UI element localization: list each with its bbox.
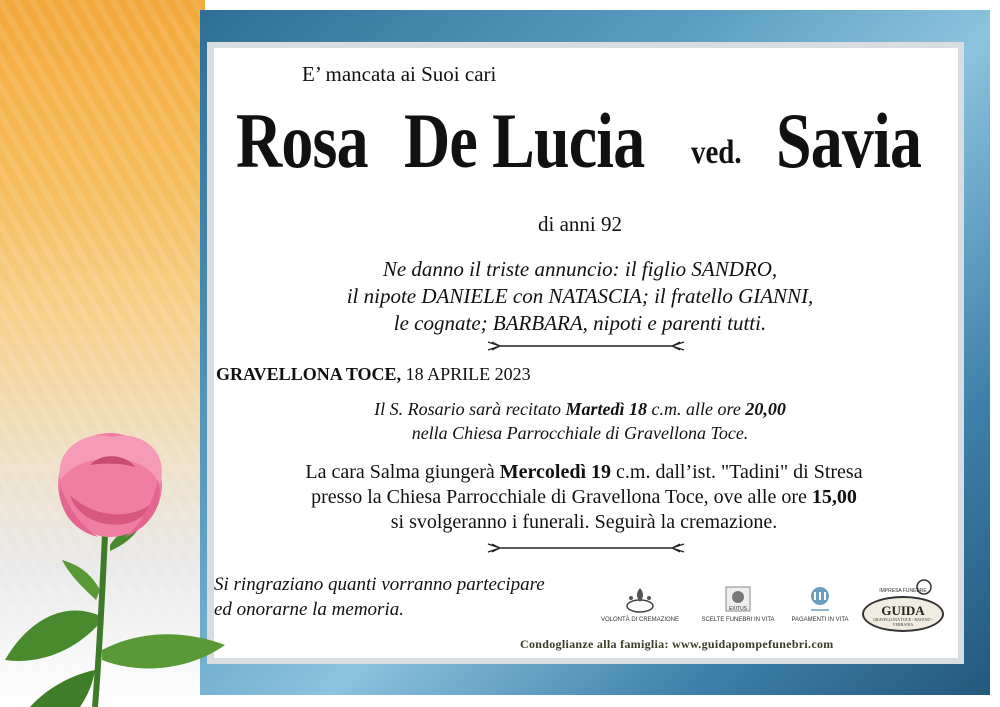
rose-icon xyxy=(0,425,230,707)
funeral-text: si svolgeranno i funerali. Seguirà la cremazione. xyxy=(390,511,778,533)
condolences-link: Condoglianze alla famiglia: www.guidapompefunebri.com xyxy=(520,637,834,651)
funeral-text: La cara Salma giungerà xyxy=(305,461,500,483)
divider-ornament xyxy=(486,340,686,352)
intro-text: E’ mancata ai Suoi cari xyxy=(302,62,497,86)
thanks-line: Si ringraziano quanti vorranno partecipare xyxy=(214,574,545,595)
guida-sub: GRAVELLONA TOCE - BAVENO - VERBANIA xyxy=(873,617,933,627)
logo-cremation xyxy=(590,584,690,623)
surname: De Lucia xyxy=(404,97,645,184)
thanks-text xyxy=(214,572,634,622)
guida-top-label: IMPRESA FUNEBRE xyxy=(879,588,927,594)
date: 18 APRILE 2023 xyxy=(405,364,531,384)
place-date xyxy=(216,364,531,385)
logo-caption: SCELTE FUNEBRI IN VITA xyxy=(701,617,775,623)
announcement-line: Ne danno il triste annuncio: il figlio SANDRO, xyxy=(382,257,778,281)
cremation-icon xyxy=(623,584,657,614)
logo-payment xyxy=(780,584,860,623)
announcement xyxy=(270,256,890,337)
svg-text:EXITUS: EXITUS xyxy=(728,606,748,612)
guida-name: GUIDA xyxy=(881,603,925,618)
rosary-text: c.m. alle ore xyxy=(647,399,746,419)
funeral-time: 15,00 xyxy=(811,486,857,508)
laurel-icon xyxy=(912,578,936,596)
exitus-icon xyxy=(723,584,753,614)
rosary-info xyxy=(260,397,900,445)
payment-icon xyxy=(805,584,835,614)
rosary-text: Il S. Rosario sarà recitato xyxy=(374,399,566,419)
funeral-info xyxy=(214,460,954,535)
rosary-time: 20,00 xyxy=(745,399,786,419)
divider-ornament xyxy=(486,542,686,554)
place: GRAVELLONA TOCE, xyxy=(216,364,402,384)
funeral-text: c.m. dall’ist. "Tadini" di Stresa xyxy=(611,461,863,483)
married-name: Savia xyxy=(776,97,922,184)
service-logos xyxy=(590,584,950,638)
guida-badge xyxy=(862,596,944,632)
announcement-line: le cognate; BARBARA, nipoti e parenti tutti. xyxy=(393,311,767,335)
widow-prefix: ved. xyxy=(691,134,742,171)
funeral-day: Mercoledì 19 xyxy=(499,461,612,483)
announcement-line: il nipote DANIELE con NATASCIA; il fratello GIANNI, xyxy=(346,284,814,308)
age: di anni 92 xyxy=(538,212,622,236)
funeral-text: presso la Chiesa Parrocchiale di Gravellona Toce, ove alle ore xyxy=(311,486,812,508)
rosary-location: nella Chiesa Parrocchiale di Gravellona Toce. xyxy=(411,423,749,443)
logo-exitus xyxy=(688,584,788,623)
first-name: Rosa xyxy=(236,97,368,184)
thanks-line: ed onorarne la memoria. xyxy=(214,599,404,620)
logo-caption: PAGAMENTI IN VITA xyxy=(791,617,849,623)
logo-caption: VOLONTÀ DI CREMAZIONE xyxy=(600,617,679,623)
rosary-day: Martedì 18 xyxy=(565,399,648,419)
